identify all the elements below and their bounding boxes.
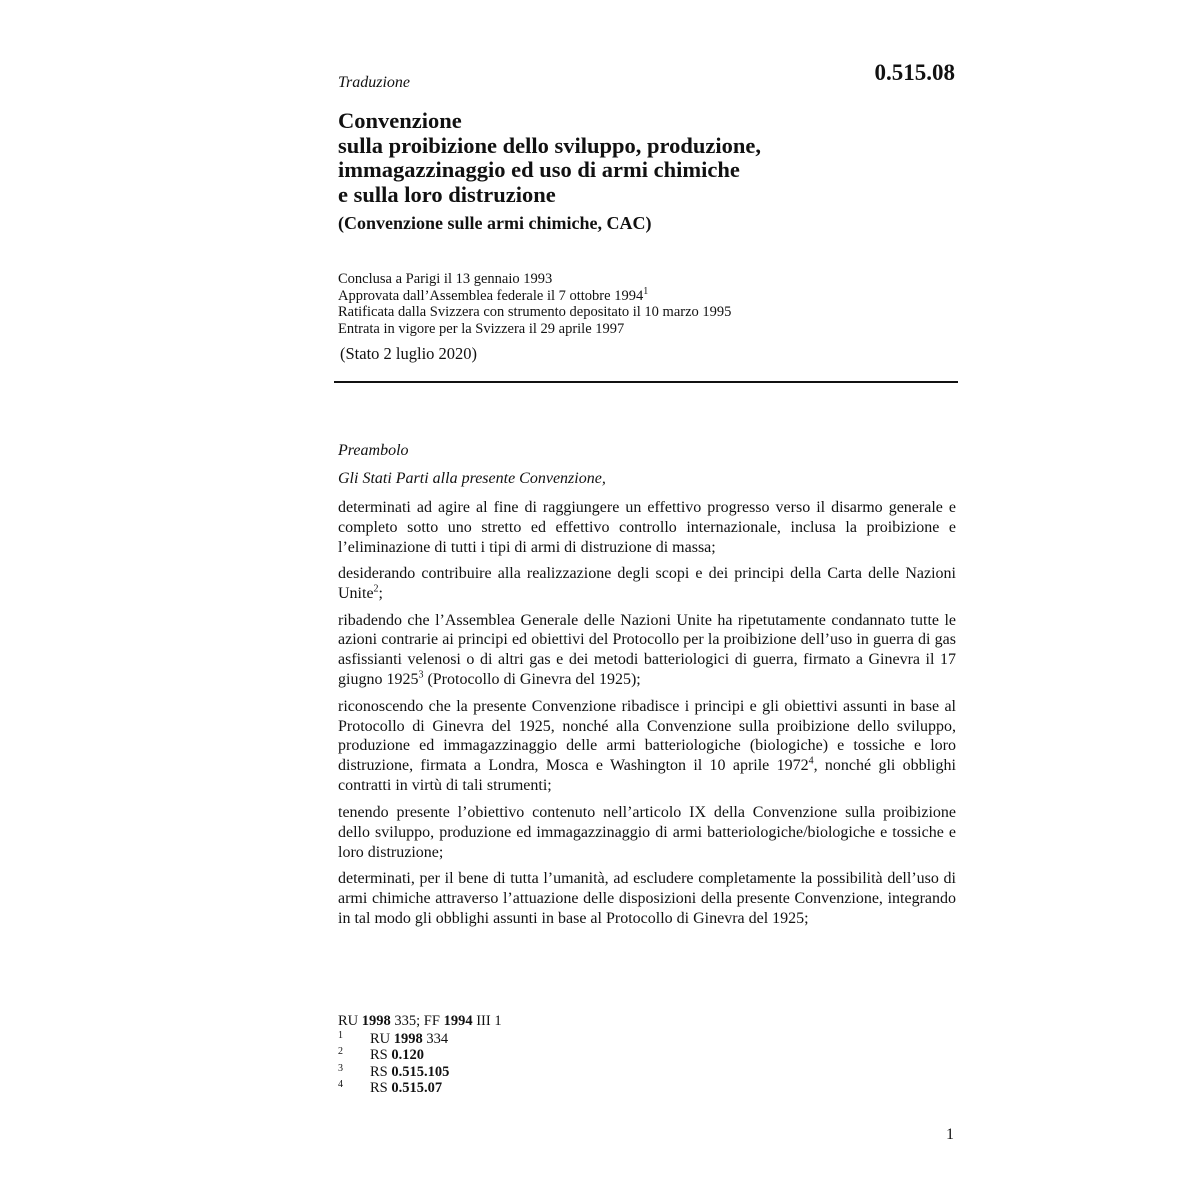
ref-text: 335; FF <box>390 1013 444 1029</box>
title-line: immagazzinaggio ed uso di armi chimiche <box>338 157 740 182</box>
footnote-prefix: RS <box>370 1047 392 1064</box>
paragraph: tenendo presente l’obiettivo contenuto nell’articolo IX della Convenzione sulla proibizione dello sviluppo, produzione ed immagazzinaggio di armi batteriologiche/biologiche e tossiche e loro distruzione; <box>338 803 956 861</box>
preamble-body <box>338 498 956 935</box>
official-reference <box>338 1013 502 1030</box>
footnote-bold: 0.120 <box>391 1047 424 1064</box>
footnote-ref: 3 <box>418 669 424 681</box>
metadata-block <box>338 271 731 337</box>
title-line: e sulla loro distruzione <box>338 181 556 207</box>
paragraph <box>338 611 956 691</box>
paragraph: determinati ad agire al fine di raggiungere un effettivo progresso verso il disarmo generale e completo sotto uno stretto ed effettivo controllo internazionale, inclusa la proibizione e l’eliminazione di tutti i tipi di armi di distruzione di massa; <box>338 499 956 556</box>
sr-number: 0.515.08 <box>874 60 955 85</box>
title-line: Convenzione <box>338 108 462 133</box>
paragraph-text: , nonché gli obblighi contratti in virtù di tali strumenti; <box>338 757 956 795</box>
footnote-text <box>370 1064 449 1080</box>
paragraph-text: desiderando contribuire alla realizzazione degli scopi e dei principi della Carta delle Nazioni Unite <box>338 565 956 603</box>
footnote-suffix: 334 <box>422 1031 449 1047</box>
approved-text: Approvata dall’Assemblea federale il 7 ottobre 1994 <box>338 287 644 304</box>
separator-rule <box>334 381 958 383</box>
ref-year: 1998 <box>361 1013 391 1029</box>
ref-year: 1994 <box>443 1013 473 1029</box>
footnote-text <box>370 1047 424 1063</box>
footnote-bold: 0.515.07 <box>391 1079 443 1096</box>
paragraph-text: (Protocollo di Ginevra del 1925); <box>423 671 641 689</box>
footnote-ref: 2 <box>373 583 379 595</box>
paragraph <box>338 564 956 604</box>
concluded-date: Conclusa a Parigi il 13 gennaio 1993 <box>338 271 553 287</box>
page-number: 1 <box>946 1126 954 1143</box>
footnote-number: 4 <box>338 1078 343 1090</box>
footnote-prefix: RS <box>370 1063 392 1080</box>
footnote-ref: 1 <box>643 285 649 297</box>
footnote-number: 3 <box>338 1062 343 1074</box>
translation-label: Traduzione <box>338 74 411 91</box>
footnote-prefix: RU <box>370 1031 394 1047</box>
footnote-text <box>370 1080 442 1096</box>
preamble-intro: Gli Stati Parti alla presente Convenzione, <box>338 470 606 487</box>
footnote-bold: 0.515.105 <box>391 1063 450 1080</box>
footnote-text <box>370 1031 448 1047</box>
paragraph: determinati, per il bene di tutta l’umanità, ad escludere completamente la possibilità dell’uso di armi chimiche attraverso l’attuazione delle disposizioni della presente Convenzione, integrando in tal modo gli obblighi assunti in base al Protocollo di Ginevra del 1925; <box>338 869 956 927</box>
paragraph-text: ; <box>378 585 383 603</box>
footnote-prefix: RS <box>370 1079 392 1096</box>
paragraph-text: riconoscendo che la presente Convenzione ribadisce i principi e gli obiettivi assunti in base al Protocollo di Ginevra del 1925, nonché alla Convenzione sulla proibizione dello sviluppo, produzione ed immagazzinaggio delle armi batteriologiche (biologiche) e tossiche e loro distruzione, firmata a Londra, Mosca e Washington il 10 aprile 1972 <box>338 697 956 775</box>
title-line: sulla proibizione dello sviluppo, produzione, <box>338 132 762 158</box>
ref-text: III 1 <box>472 1013 502 1029</box>
status-date: (Stato 2 luglio 2020) <box>340 344 478 363</box>
footnote-number: 2 <box>338 1046 343 1058</box>
footnote-number: 1 <box>338 1030 343 1041</box>
preamble-heading: Preambolo <box>338 442 409 459</box>
paragraph <box>338 697 956 797</box>
document-title <box>338 109 958 207</box>
ratified-date: Ratificata dalla Svizzera con strumento depositato il 10 marzo 1995 <box>338 304 732 320</box>
short-title: (Convenzione sulle armi chimiche, CAC) <box>338 213 652 233</box>
ref-text: RU <box>338 1013 362 1029</box>
paragraph-text: ribadendo che l’Assemblea Generale delle Nazioni Unite ha ripetutamente condannato tutte le azioni contrarie ai principi ed obiettivi del Protocollo per la proibizione dell’uso in guerra di gas asfissianti velenosi o di altri gas e dei metodi batteriologici di guerra, firmato a Ginevra il 17 giugno 1925 <box>338 611 956 689</box>
footnote-bold: 1998 <box>393 1031 423 1047</box>
footnote-ref: 4 <box>808 756 814 768</box>
in-force-date: Entrata in vigore per la Svizzera il 29 aprile 1997 <box>338 320 625 337</box>
approved-date <box>338 285 731 305</box>
